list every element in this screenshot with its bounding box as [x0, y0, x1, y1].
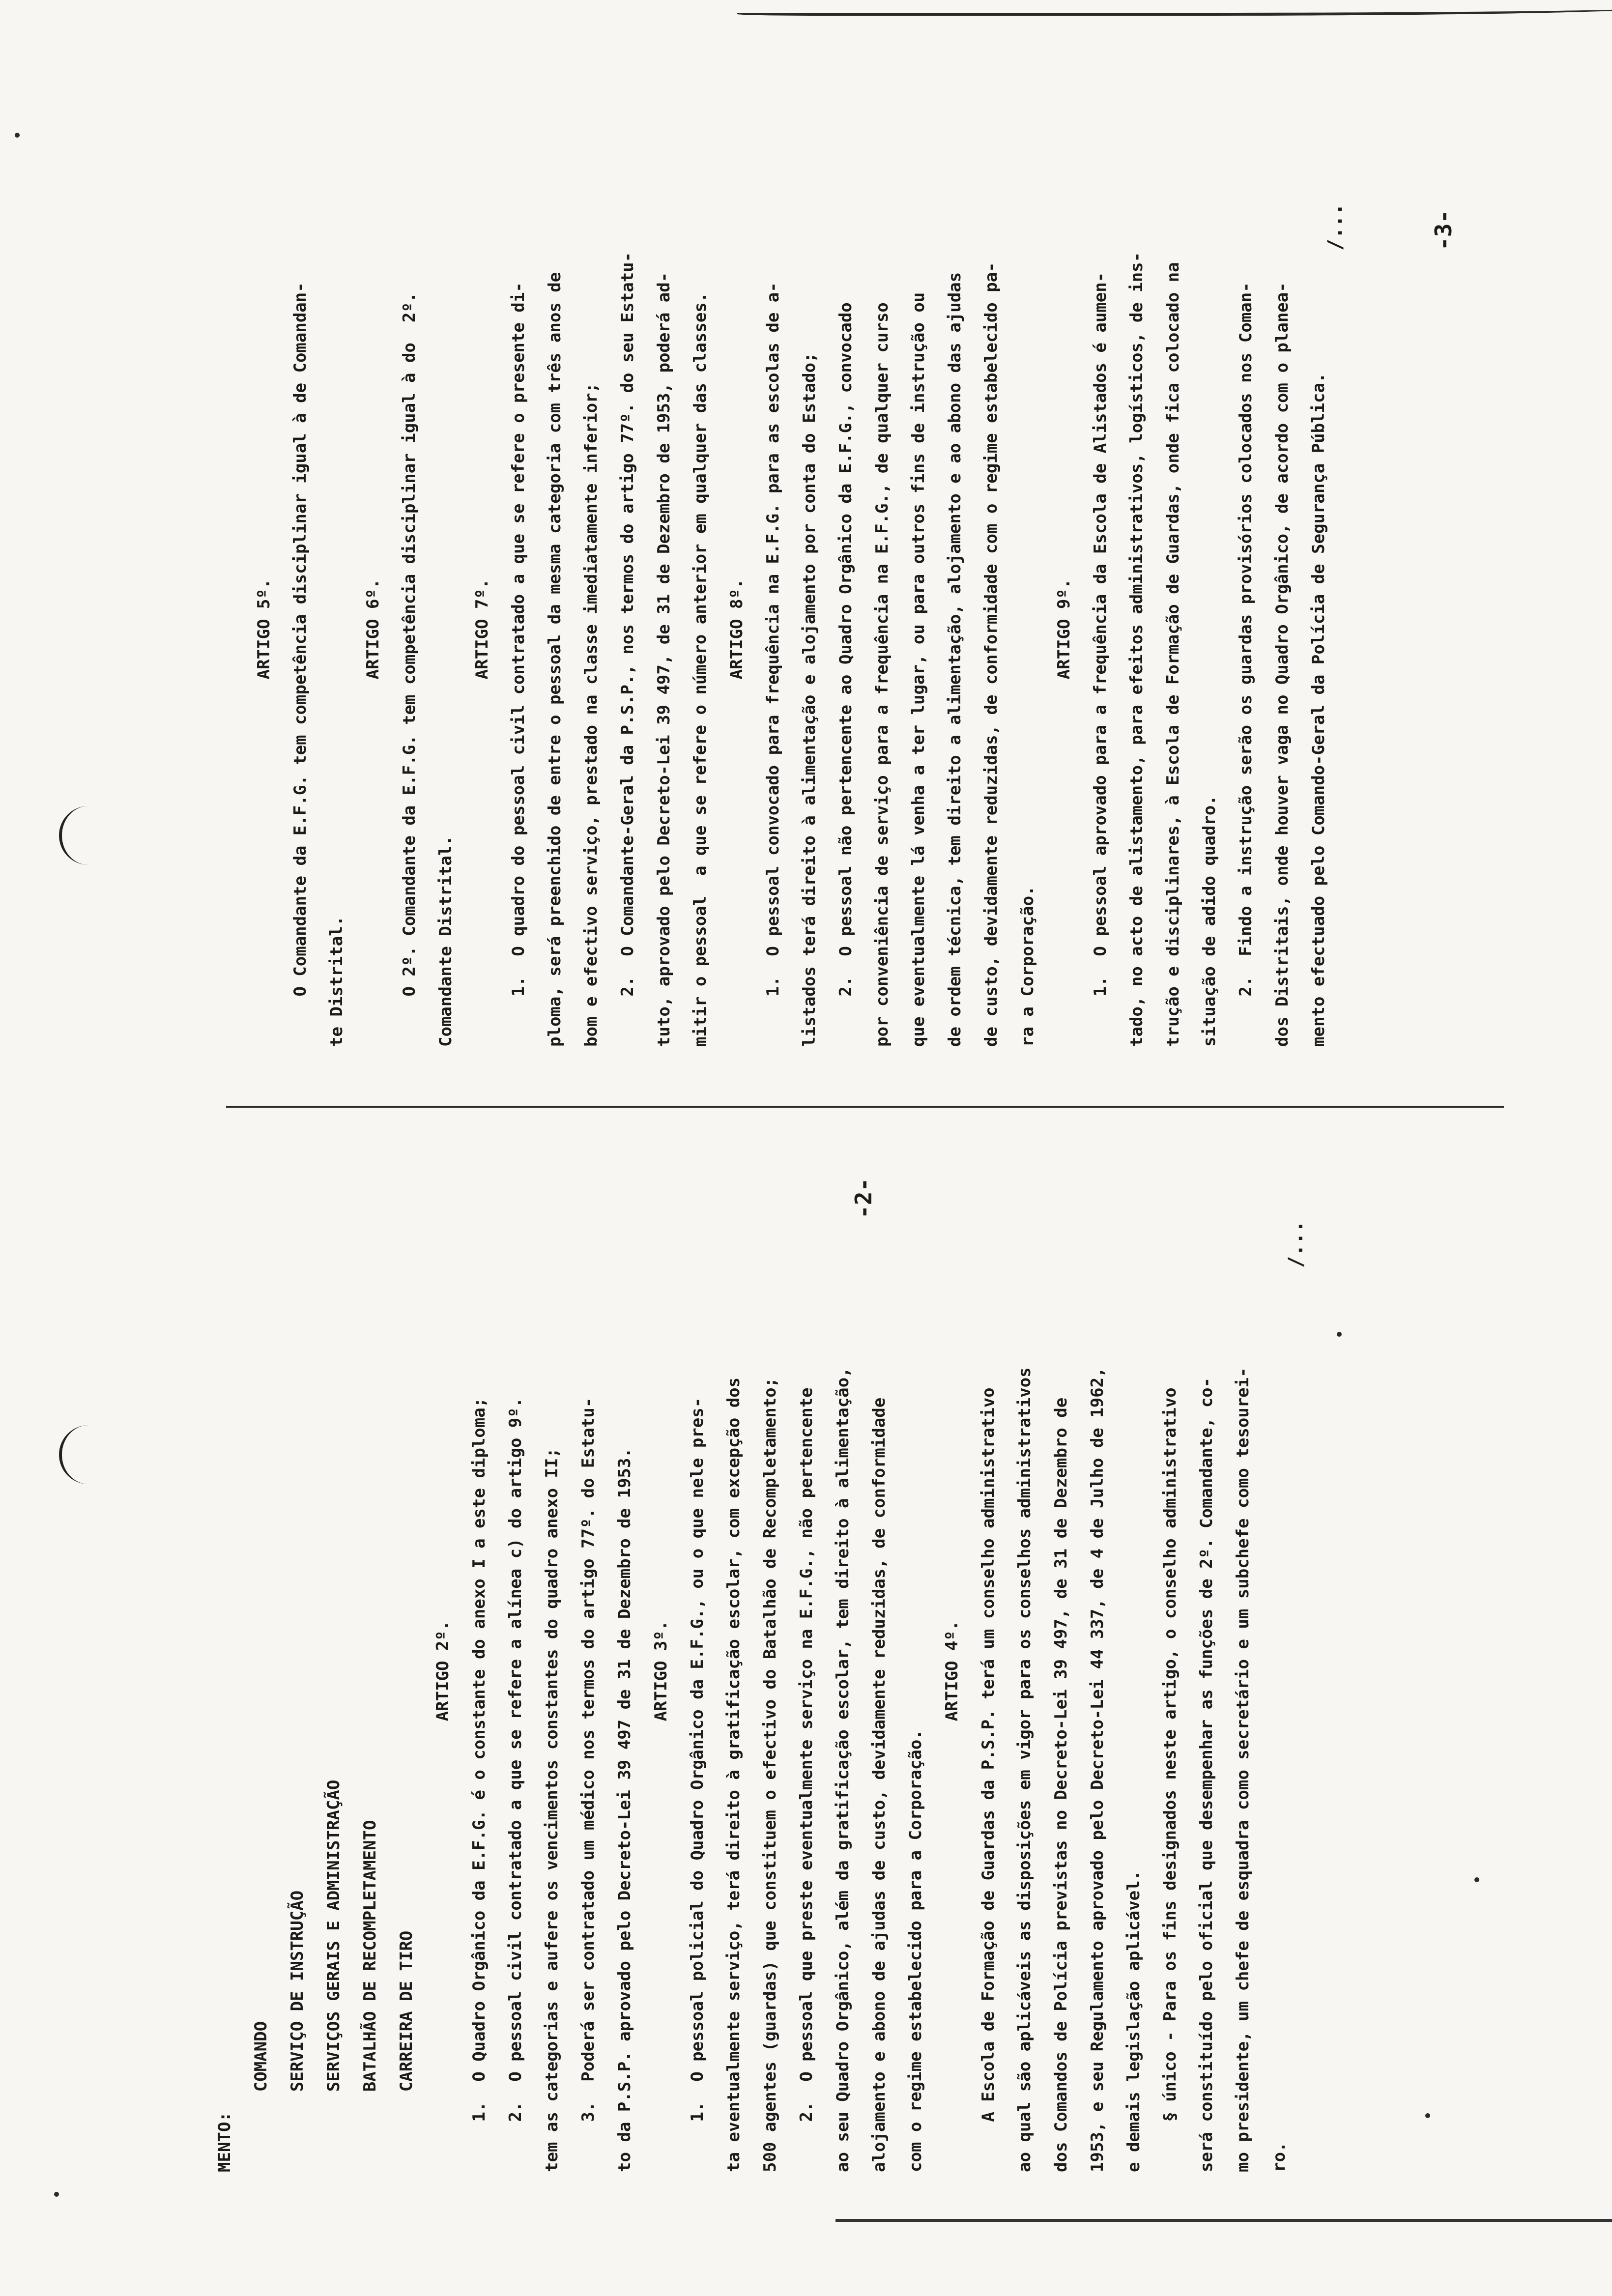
article-4-line: e demais legislação aplicável. [1124, 1870, 1144, 2172]
article-3-line: 500 agentes (guardas) que constituem o efectivo do Batalhão de Recompletamento; [760, 1377, 780, 2172]
article-8-line: de custo, devidamente reduzidas, de conformidade com o regime estabelecido pa- [981, 262, 1001, 1047]
article-3-line: 1. O pessoal policial do Quadro Orgânico da E.F.G., ou o que nele pres- [688, 1397, 707, 2172]
article-9-line: trução e disciplinares, à Escola de Formação de Guardas, onde fica colocado na [1163, 262, 1183, 1047]
article-3-line: alojamento e abono de ajudas de custo, devidamente reduzidas, de conformidade [869, 1397, 889, 2172]
heading-line: SERVIÇOS GERAIS E ADMINISTRAÇÃO [324, 1779, 344, 2172]
article-3-line: ao seu Quadro Orgânico, além da gratificação escolar, tem direito à alimentação, [833, 1367, 853, 2172]
continuation-mark-bottom: /... [1285, 1220, 1307, 1268]
article-8-line: por conveniência de serviço para a frequência na E.F.G., de qualquer curso [872, 302, 892, 1047]
article-7-line: tuto, aprovado pelo Decreto-Lei 39 497, de 31 de Dezembro de 1953, poderá ad- [654, 272, 674, 1047]
scan-speck [54, 2192, 59, 2197]
scan-speck [1474, 1877, 1479, 1882]
article-3-heading: ARTIGO 3º. [651, 1620, 671, 1722]
heading-line: MENTO: [215, 2112, 234, 2172]
article-4-line: mo presidente, um chefe de esquadra como secretário e um subchefe como tesourei- [1233, 1367, 1253, 2172]
article-8-line: de ordem técnica, tem direito a alimentação, alojamento e ao abono das ajudas [945, 272, 965, 1047]
article-9-line: 1. O pessoal aprovado para a frequência da Escola de Alistados é aumen- [1091, 272, 1110, 1047]
binder-hole-mark-top [59, 806, 101, 865]
bottom-section-body [206, 1170, 1297, 2172]
article-2-line: 3. Poderá ser contratado um médico nos termos do artigo 77º. do Estatu- [578, 1397, 598, 2172]
article-9-line: dos Distritais, onde houver vaga no Quadro Orgânico, de acordo com o planea- [1272, 282, 1292, 1047]
article-6-line: O 2º. Comandante da E.F.G. tem competência disciplinar igual à do 2º. [400, 292, 419, 1047]
article-8-heading: ARTIGO 8º. [727, 578, 747, 680]
article-7-line: 2. O Comandante-Geral da P.S.P., nos termos do artigo 77º. do seu Estatu- [618, 252, 637, 1047]
page-number-bottom: -2- [850, 1177, 877, 1219]
article-9-line: tado, no acto de alistamento, para efeitos administrativos, logísticos, de ins- [1127, 252, 1147, 1047]
article-5-line: O Comandante da E.F.G. tem competência disciplinar igual à de Comandan- [290, 282, 310, 1047]
article-2-line: tem as categorias e aufere os vencimentos constantes do quadro anexo II; [542, 1448, 562, 2172]
article-4-line: ao qual são aplicáveis as disposições em vigor para os conselhos administrativos [1015, 1367, 1035, 2172]
heading-line: CARREIRA DE TIRO [397, 1930, 416, 2172]
article-3-line: com o regime estabelecido para a Corporação. [906, 1729, 925, 2172]
scan-edge-top [737, 0, 1612, 16]
article-8-line: ra a Corporação. [1018, 886, 1037, 1047]
article-2-line: to da P.S.P. aprovado pelo Decreto-Lei 39 497 de 31 de Dezembro de 1953. [615, 1448, 634, 2172]
article-7-line: bom e efectivo serviço, prestado na classe imediatamente inferior; [581, 382, 601, 1047]
article-4-line: 1953, e seu Regulamento aprovado pelo Decreto-Lei 44 337, de 4 de Julho de 1962, [1088, 1367, 1107, 2172]
article-8-line: que eventualmente lá venha a ter lugar, ou para outros fins de instrução ou [909, 292, 928, 1047]
article-3-line: ta eventualmente serviço, terá direito à gratificação escolar, com excepção dos [724, 1377, 744, 2172]
article-9-line: situação de adido quadro. [1200, 795, 1219, 1047]
article-7-line: ploma, será preenchido de entre o pessoal da mesma categoria com três anos de [545, 272, 565, 1047]
article-3-line: 2. O pessoal que preste eventualmente serviço na E.F.G., não pertencente [797, 1387, 816, 2172]
article-7-line: mitir o pessoal a que se refere o número anterior em qualquer das classes. [691, 292, 710, 1047]
article-7-line: 1. O quadro do pessoal civil contratado a que se refere o presente di- [509, 282, 528, 1047]
article-4-line: § único - Para os fins designados neste artigo, o conselho administrativo [1160, 1387, 1180, 2172]
article-8-line: 1. O pessoal convocado para frequência na E.F.G. para as escolas de a- [763, 282, 783, 1047]
article-8-line: listados terá direito à alimentação e alojamento por conta do Estado; [800, 352, 819, 1047]
article-4-line: A Escola de Formação de Guardas da P.S.P. terá um conselho administrativo [979, 1387, 998, 2172]
top-section-body [246, 211, 1337, 1047]
article-5-line: te Distrital. [327, 916, 346, 1047]
scan-speck [15, 133, 20, 138]
article-8-line: 2. O pessoal não pertencente ao Quadro Orgânico da E.F.G., convocado [836, 302, 856, 1047]
heading-line: BATALHÃO DE RECOMPLETAMENTO [360, 1820, 380, 2172]
article-2-heading: ARTIGO 2º. [433, 1620, 453, 1722]
article-2-line: 2. O pessoal civil contratado a que se refere a alínea c) do artigo 9º. [506, 1397, 525, 2172]
article-7-heading: ARTIGO 7º. [472, 578, 492, 680]
article-4-line: ro. [1269, 2142, 1289, 2172]
scan-edge-bottom [835, 2219, 1612, 2222]
article-2-line: 1. O Quadro Orgânico da E.F.G. é o constante do anexo I a este diploma; [469, 1397, 489, 2172]
scan-speck [1337, 1332, 1342, 1337]
article-6-heading: ARTIGO 6º. [363, 578, 383, 680]
article-9-line: 2. Findo a instrução serão os guardas provisórios colocados nos Coman- [1236, 282, 1256, 1047]
article-5-heading: ARTIGO 5º. [254, 578, 274, 680]
article-4-line: dos Comandos de Polícia previstas no Decreto-Lei 39 497, de 31 de Dezembro de [1051, 1397, 1071, 2172]
page-fold-line [226, 1106, 1504, 1108]
heading-line: COMANDO [251, 2021, 271, 2172]
article-9-heading: ARTIGO 9º. [1054, 578, 1074, 680]
article-4-line: será constituído pelo oficial que desempenhar as funções de 2º. Comandante, co- [1197, 1377, 1216, 2172]
page-number-top: -3- [1430, 209, 1457, 251]
article-9-line: mento efectuado pelo Comando-Geral da Polícia de Segurança Pública. [1309, 373, 1328, 1047]
scan-speck [1425, 2113, 1430, 2118]
continuation-mark-top: /... [1324, 203, 1347, 251]
article-6-line: Comandante Distrital. [436, 835, 456, 1047]
heading-line: SERVIÇO DE INSTRUÇÃO [288, 1890, 307, 2172]
article-4-heading: ARTIGO 4º. [942, 1620, 962, 1722]
binder-hole-mark-bottom [59, 1425, 101, 1484]
